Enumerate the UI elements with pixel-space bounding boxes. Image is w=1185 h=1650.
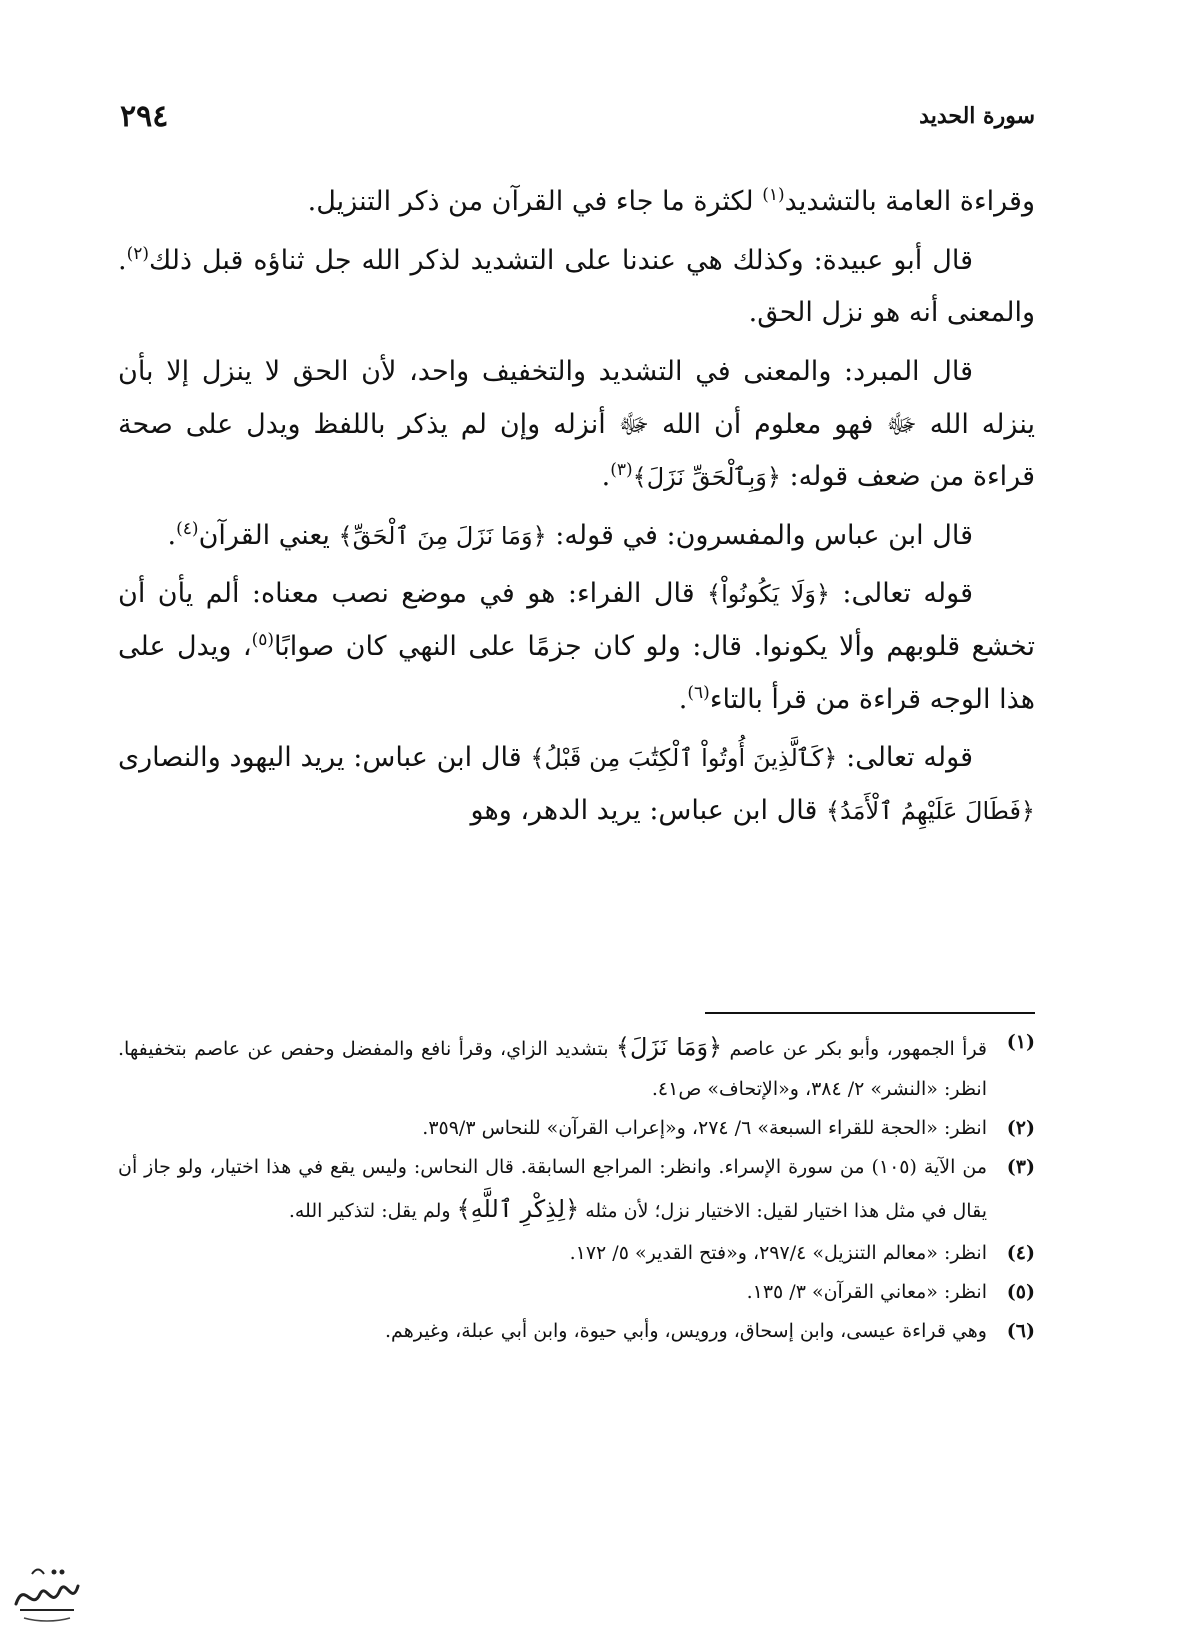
footnote-ref: (١) (762, 185, 785, 205)
footnote-ref: (٣) (610, 460, 633, 481)
footnote-ref: (٦) (687, 682, 710, 703)
text-run: انظر: «معاني القرآن» ٣/ ١٣٥. (746, 1280, 987, 1303)
paragraph-3 (118, 346, 1035, 504)
text-run: لكثرة ما جاء في القرآن من ذكر التنزيل. (307, 186, 763, 217)
footnote-ref: (٥) (251, 630, 275, 651)
footnote-text (118, 1313, 987, 1350)
publisher-logo-icon (10, 1560, 84, 1626)
footnote-item (118, 1149, 1035, 1233)
text-run: يعني القرآن (198, 519, 339, 551)
text-run: ، ويدل على هذا الوجه قراءة من قرأ بالتاء (118, 631, 1035, 715)
footnote-text (118, 1235, 987, 1272)
footnote-number: (١) (1006, 1031, 1035, 1053)
footnote-text (118, 1149, 987, 1233)
text-run: قال الفراء: هو في موضع نصب معناه: ألم يأن أن تخشع قلوبهم وألا يكونوا. قال: ولو كان جزمًا على النهي كان صوابًا (118, 578, 1035, 663)
text-run: قوله تعالى: (829, 578, 973, 610)
text-run: انظر: «الحجة للقراء السبعة» ٦/ ٢٧٤، و«إعراب القرآن» للنحاس ٣٥٩/٣. (422, 1116, 987, 1139)
footnote-item (118, 1024, 1035, 1108)
text-run: . (601, 461, 611, 493)
footnote-ref: (٤) (176, 518, 199, 539)
quran-quote: ﴿فَطَالَ عَلَيْهِمُ ٱلْأَمَدُ﴾ (825, 797, 1035, 826)
text-run: . (678, 683, 688, 715)
text-run: قوله تعالى: (837, 742, 973, 774)
text-run: بتشديد الزاي، وقرأ نافع والمفضل وحفص عن عاصم بتخفيفها. انظر: «النشر» ٢/ ٣٨٤، و«الإتحاف» ص٤١. (118, 1038, 987, 1100)
footnote-item (118, 1274, 1035, 1311)
surah-title: سورة الحديد (919, 103, 1035, 129)
quran-quote: ﴿وَمَا نَزَلَ﴾ (615, 1033, 723, 1061)
text-run: قال المبرد: والمعنى في التشديد والتخفيف واحد، لأن الحق لا ينزل إلا بأن ينزله الله ﷻ فهو معلوم أن الله ﷻ أنزله وإن لم يذكر باللفظ ويدل على صحة قراءة من ضعف قوله: (118, 355, 1035, 493)
footnote-ref: (٢) (126, 243, 150, 264)
quran-quote: ﴿لِذِكْرِ ٱللَّهِ﴾ (456, 1194, 580, 1223)
quran-quote: ﴿وَلَا يَكُونُواْ﴾ (707, 580, 830, 609)
footnote-text (118, 1110, 987, 1147)
footnote-text (118, 1274, 987, 1311)
text-run: قال ابن عباس: يريد الدهر، وهو (470, 795, 826, 827)
text-run: وهي قراءة عيسى، وابن إسحاق، ورويس، وأبي حيوة، وابن أبي عبلة، وغيرهم. (385, 1319, 987, 1342)
footnote-number: (٤) (1006, 1241, 1035, 1264)
text-run: قرأ الجمهور، وأبو بكر عن عاصم (722, 1038, 988, 1060)
footnote-number: (٦) (1006, 1319, 1035, 1342)
quran-quote: ﴿وَمَا نَزَلَ مِنَ ٱلْحَقِّ﴾ (338, 521, 547, 550)
footnote-number: (٢) (1006, 1116, 1035, 1139)
footnotes (118, 1024, 1035, 1352)
footnote-number: (٥) (1006, 1280, 1035, 1303)
paragraph-1 (118, 176, 1035, 229)
text-run: . والمعنى أنه هو نزل الحق. (118, 244, 1035, 329)
quran-quote: ﴿وَبِٱلْحَقِّ نَزَلَ﴾ (632, 463, 781, 492)
paragraph-4 (118, 510, 1035, 563)
footnote-item (118, 1313, 1035, 1350)
text-run: من الآية (١٠٥) من سورة الإسراء. وانظر: المراجع السابقة. قال النحاس: وليس يقع في هذا اختيار، ولو جاز أن يقال في مثل هذا اختيار لقيل: الاختيار نزل؛ لأن مثله (118, 1155, 987, 1222)
text-run: ولم يقل: لتذكير الله. (288, 1199, 457, 1222)
paragraph-2 (118, 235, 1035, 340)
footnote-item (118, 1110, 1035, 1147)
text-run: قال ابن عباس والمفسرون: في قوله: (546, 519, 973, 551)
text-run: قال أبو عبيدة: وكذلك هي عندنا على التشديد لذكر الله جل ثناؤه قبل ذلك (149, 244, 973, 276)
page-header (120, 96, 1035, 136)
text-run: وقراءة العامة بالتشديد (784, 186, 1035, 217)
text-run: قال ابن عباس: يريد اليهود والنصارى (118, 742, 531, 774)
quran-quote: ﴿كَٱلَّذِينَ أُوتُواْ ٱلْكِتَٰبَ مِن قَبْلُ﴾ (530, 744, 838, 773)
page-number: ٢٩٤ (120, 98, 169, 134)
footnote-text (118, 1024, 987, 1108)
text-run: انظر: «معالم التنزيل» ٢٩٧/٤، و«فتح القدير» ٥/ ١٧٢. (569, 1241, 987, 1264)
paragraph-5 (118, 568, 1035, 726)
footnote-divider (705, 1012, 1035, 1014)
paragraph-6 (118, 732, 1035, 837)
main-text (118, 176, 1035, 844)
text-run: . (167, 519, 177, 551)
footnote-number: (٣) (1006, 1155, 1035, 1178)
footnote-item (118, 1235, 1035, 1272)
